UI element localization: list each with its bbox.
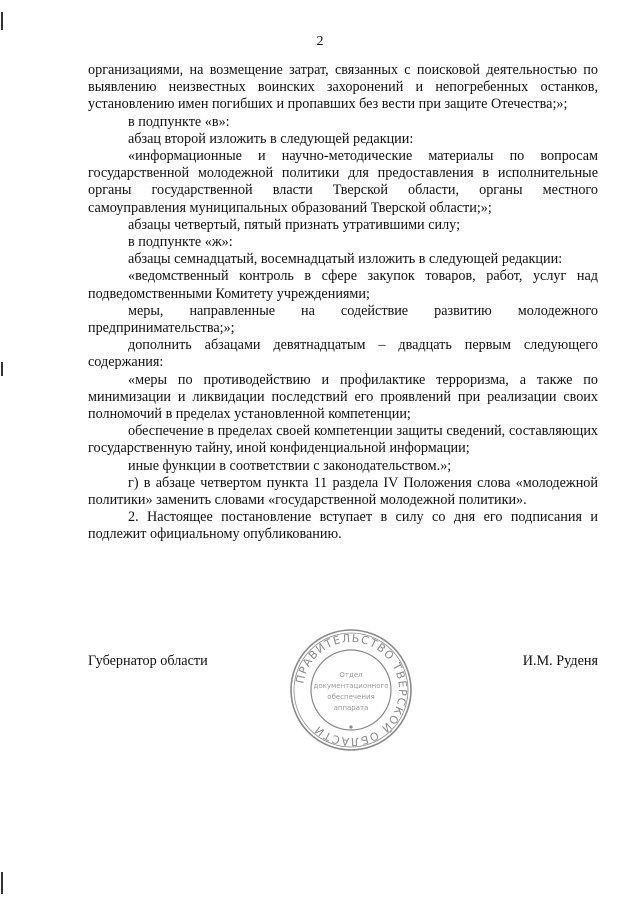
- document-body: [88, 62, 598, 544]
- paragraph: обеспечение в пределах своей компетенции защиты сведений, составляющих государственную тайну, иной конфиденциальной информации;: [88, 423, 598, 457]
- paragraph: абзацы семнадцатый, восемнадцатый изложить в следующей редакции:: [128, 251, 563, 268]
- seal-center-line: документационного: [313, 682, 389, 690]
- official-seal: [288, 627, 414, 753]
- seal-ring-text: ПРАВИТЕЛЬСТВО ТВЕРСКОЙ ОБЛАСТИ: [293, 631, 410, 749]
- page-number: 2: [316, 34, 324, 49]
- paragraph: 2. Настоящее постановление вступает в силу со дня его подписания и подлежит официальному опубликованию.: [88, 509, 598, 543]
- paragraph: меры, направленные на содействие развитию молодежного предпринимательства;»;: [88, 302, 598, 337]
- signatory-title: Губернатор области: [88, 653, 208, 669]
- signatory-name: И.М. Руденя: [522, 653, 598, 669]
- margin-mark-bottom: [1, 872, 3, 894]
- paragraph: «ведомственный контроль в сфере закупок товаров, работ, услуг над подведомственными Комитету учреждениями;: [88, 268, 598, 302]
- margin-mark-middle: [1, 362, 3, 376]
- paragraph: абзацы четвертый, пятый признать утратившими силу;: [128, 216, 461, 233]
- paragraph: в подпункте «в»:: [128, 113, 230, 130]
- paragraph: дополнить абзацами девятнадцатым – двадцать первым следующего содержания:: [88, 337, 598, 371]
- paragraph: абзац второй изложить в следующей редакции:: [128, 130, 414, 147]
- paragraph: «информационные и научно-методические материалы по вопросам государственной молодежной политики для предоставления в исполнительные органы государственной власти Тверской области, органы местного самоуправления муниципальных образований Тверской области;»;: [88, 148, 598, 216]
- seal-outer-ring: [291, 630, 411, 750]
- paragraph: в подпункте «ж»:: [128, 234, 233, 251]
- paragraph: организациями, на возмещение затрат, связанных с поисковой деятельностью по выявлению неизвестных воинских захоронений и непогребенных останков, установлению имен погибших и пропавших без вести при защите Отечества;»;: [88, 62, 598, 113]
- seal-center-line: аппарата: [333, 704, 369, 712]
- margin-mark-top: [1, 12, 3, 30]
- seal-bottom-dot: [349, 725, 352, 728]
- paragraph: «меры по противодействию и профилактике терроризма, а также по минимизации и ликвидации последствий его проявлений при реализации своих полномочий в пределах установленной компетенции;: [88, 371, 598, 423]
- seal-inner-ring: [311, 650, 391, 730]
- paragraph: иные функции в соответствии с законодательством.»;: [128, 457, 452, 474]
- seal-center-line: обеспечения: [327, 693, 375, 701]
- paragraph: г) в абзаце четвертом пункта 11 раздела IV Положения слова «молодежной политики» заменить словами «государственной молодежной политики».: [88, 474, 598, 509]
- seal-center-line: Отдел: [339, 671, 363, 679]
